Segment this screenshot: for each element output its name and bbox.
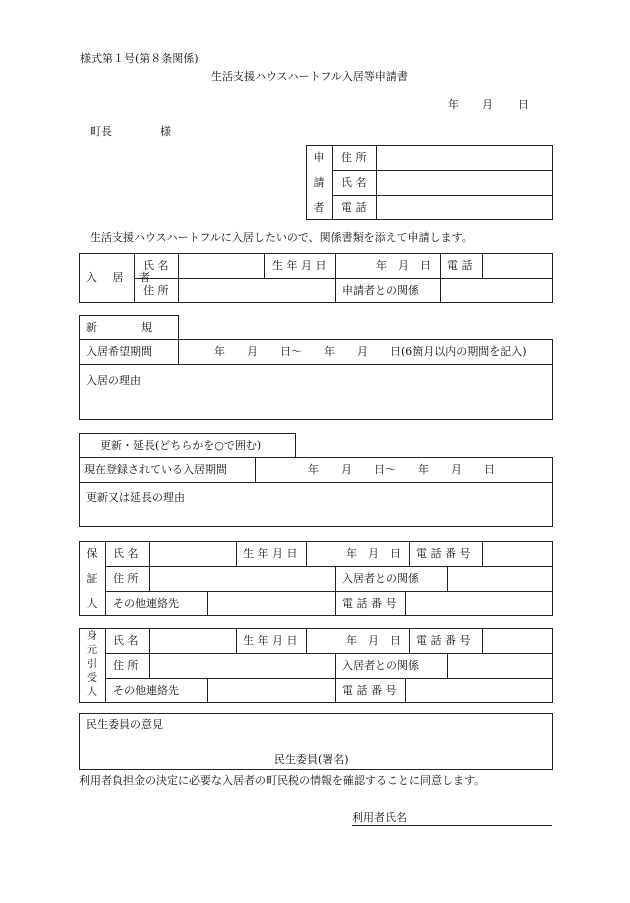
guardian-phone2-label: 電 話 番 号 (342, 684, 397, 697)
guardian-address-label: 住 所 (113, 659, 139, 672)
date-day: 日 (518, 98, 529, 111)
resident-birth-label: 生 年 月 日 (272, 259, 327, 272)
guardian-phone-label: 電 話 番 号 (416, 634, 471, 647)
consent-statement: 利用者負担金の決定に必要な入居者の町民税の情報を確認することに同意します。 (79, 774, 486, 787)
guarantor-name-label: 氏 名 (113, 547, 139, 560)
renewal-period-value: 年 月 日～ 年 月 日 (308, 463, 495, 476)
new-label: 新 規 (86, 321, 152, 334)
new-period-label: 入居希望期間 (86, 345, 152, 358)
guarantor-address-label: 住 所 (113, 572, 139, 585)
guarantor-birth-value: 年 月 日 (346, 547, 401, 560)
guardian-char-4: 受 (87, 673, 97, 684)
commissioner-signature-label: 民生委員(署名) (274, 753, 349, 766)
user-name-signature-line (352, 825, 552, 826)
applicant-char-2: 請 (313, 176, 325, 189)
new-reason-label: 入居の理由 (86, 374, 141, 387)
new-period-value: 年 月 日～ 年 月 日(6箇月以内の期間を記入) (214, 345, 527, 358)
resident-label: 入 居 者 (86, 271, 156, 284)
guardian-char-2: 元 (87, 645, 97, 656)
guardian-char-3: 引 (87, 659, 97, 670)
guarantor-birth-label: 生 年 月 日 (243, 547, 298, 560)
resident-relation-label: 申請者との関係 (342, 284, 419, 297)
form-number: 様式第１号(第８条関係) (80, 52, 199, 65)
addressee-mayor: 町長 (90, 125, 112, 138)
renewal-period-label: 現在登録されている入居期間 (84, 463, 227, 476)
guardian-name-label: 氏 名 (113, 634, 139, 647)
guarantor-char-2: 証 (86, 572, 98, 585)
guarantor-phone-label: 電 話 番 号 (416, 547, 471, 560)
guarantor-char-3: 人 (86, 597, 98, 610)
applicant-phone-label: 電 話 (341, 201, 367, 214)
guarantor-other-contact-label: その他連絡先 (113, 597, 179, 610)
form-title: 生活支援ハウスハートフル入居等申請書 (211, 70, 408, 83)
applicant-name-label: 氏 名 (341, 176, 367, 189)
guardian-relation-label: 入居者との関係 (342, 659, 419, 672)
request-sentence: 生活支援ハウスハートフルに入居したいので、関係書類を添えて申請します。 (90, 231, 473, 244)
guarantor-char-1: 保 (86, 547, 98, 560)
commissioner-opinion-label: 民生委員の意見 (86, 718, 163, 731)
resident-phone-label: 電 話 (447, 259, 473, 272)
guardian-birth-label: 生 年 月 日 (243, 634, 298, 647)
date-month: 月 (482, 98, 493, 111)
addressee-sama: 様 (160, 125, 171, 138)
applicant-address-label: 住 所 (341, 151, 367, 164)
resident-address-label: 住 所 (143, 284, 169, 297)
guardian-char-1: 身 (87, 631, 97, 642)
resident-name-label: 氏 名 (143, 259, 169, 272)
guarantor-phone2-label: 電 話 番 号 (342, 597, 397, 610)
guardian-char-5: 人 (87, 687, 97, 698)
applicant-char-3: 者 (313, 201, 325, 214)
renewal-reason-label: 更新又は延長の理由 (86, 491, 185, 504)
date-year: 年 (448, 98, 459, 111)
guardian-other-contact-label: その他連絡先 (113, 684, 179, 697)
user-name-label: 利用者氏名 (352, 811, 407, 824)
guardian-birth-value: 年 月 日 (346, 634, 401, 647)
resident-birth-value: 年 月 日 (376, 259, 431, 272)
guarantor-relation-label: 入居者との関係 (342, 572, 419, 585)
renewal-label: 更新・延長(どちらかを○で囲む) (100, 439, 262, 452)
applicant-char-1: 申 (313, 151, 325, 164)
